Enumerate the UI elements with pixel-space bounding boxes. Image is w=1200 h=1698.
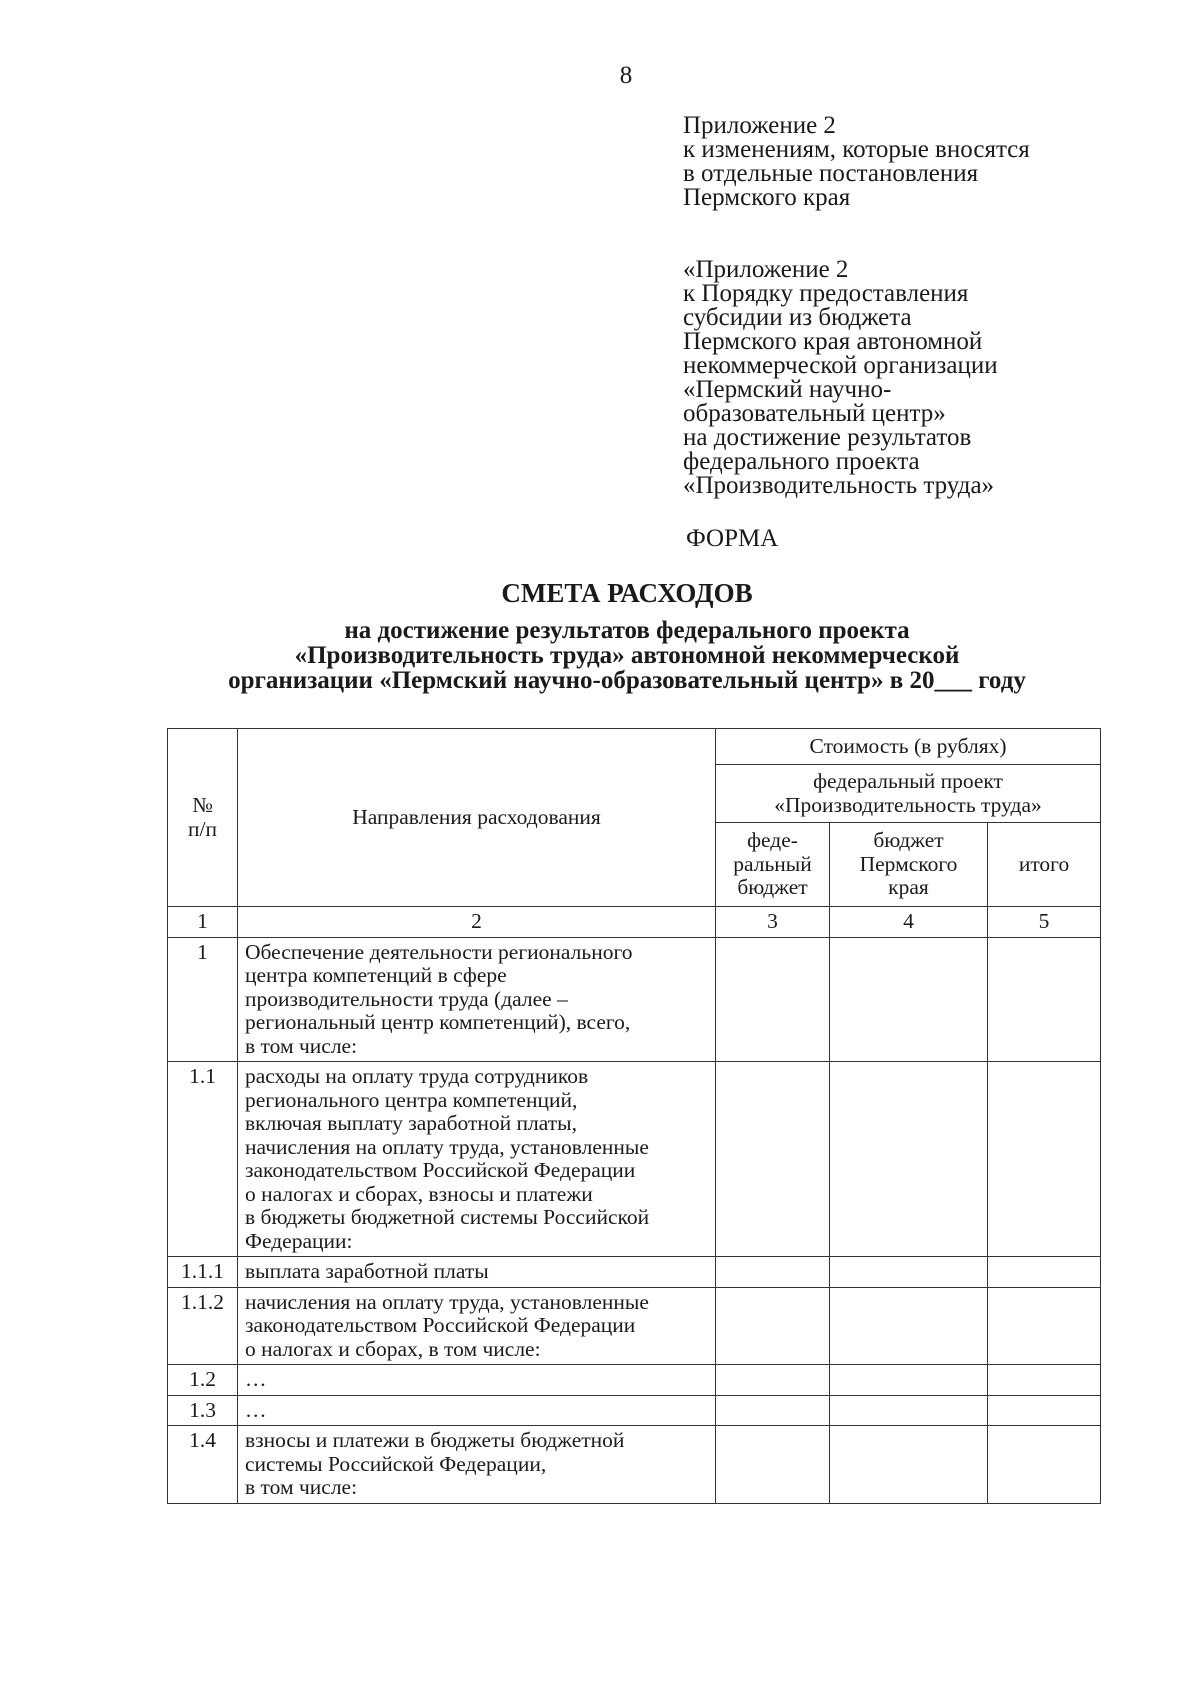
desc-line: включая выплату заработной платы, <box>245 1111 577 1135</box>
appendix-line: «Пермский научно- <box>683 376 892 403</box>
regional-budget-cell <box>830 1426 988 1504</box>
header-federal-budget <box>716 823 830 907</box>
desc-line: регионального центра компетенций, <box>245 1087 578 1112</box>
total-cell <box>988 1426 1101 1504</box>
desc-line: Федерации: <box>245 1228 353 1253</box>
total-cell <box>988 1287 1101 1365</box>
appendix-line: на достижение результатов <box>683 424 972 451</box>
subtitle-line: организации «Пермский научно-образовательный центр» в 20___ году <box>228 667 1026 694</box>
table-row <box>168 1257 1101 1288</box>
desc-line: расходы на оплату труда сотрудников <box>245 1064 589 1088</box>
desc-line: центра компетенций в сфере <box>245 963 507 987</box>
column-number: 1 <box>168 907 238 938</box>
header-direction: Направления расходования <box>238 729 716 907</box>
table-row <box>168 1287 1101 1365</box>
appendix-line: «Производительность труда» <box>683 472 995 499</box>
appendix-line: субсидии из бюджета <box>683 304 912 331</box>
row-number: 1.4 <box>168 1426 238 1504</box>
document-subtitle <box>0 618 1200 693</box>
header-num-line: № <box>192 793 213 817</box>
desc-line: взносы и платежи в бюджеты бюджетной <box>245 1428 625 1452</box>
desc-line: региональный центр компетенций), всего, <box>245 1010 631 1034</box>
appendix-line: Пермского края <box>683 184 851 211</box>
regional-budget-cell <box>830 937 988 1062</box>
row-description <box>238 1365 716 1396</box>
row-number: 1.1.1 <box>168 1257 238 1288</box>
total-cell <box>988 1062 1101 1257</box>
row-number: 1.2 <box>168 1365 238 1396</box>
appendix-line: «Приложение 2 <box>683 256 849 283</box>
desc-line: системы Российской Федерации, <box>245 1451 547 1476</box>
column-number: 3 <box>716 907 830 938</box>
federal-budget-cell <box>716 1062 830 1257</box>
desc-line: о налогах и сборах, взносы и платежи <box>245 1181 593 1206</box>
column-number: 2 <box>238 907 716 938</box>
header-regional-line: бюджет <box>873 828 944 853</box>
federal-budget-cell <box>716 1257 830 1288</box>
total-cell <box>988 937 1101 1062</box>
total-cell <box>988 1395 1101 1426</box>
row-description <box>238 1257 716 1288</box>
desc-line: в том числе: <box>245 1033 358 1058</box>
header-project-line: федеральный проект <box>813 769 1003 793</box>
header-federal-line: феде- <box>747 828 798 853</box>
desc-line: начисления на оплату труда, установленные <box>245 1289 649 1314</box>
row-number: 1.3 <box>168 1395 238 1426</box>
header-total: итого <box>988 823 1101 907</box>
appendix-line: Приложение 2 <box>683 112 836 139</box>
federal-budget-cell <box>716 1426 830 1504</box>
header-num <box>168 729 238 907</box>
header-regional-line: края <box>888 875 929 900</box>
table-row <box>168 937 1101 1062</box>
appendix-line: образовательный центр» <box>683 400 946 427</box>
table-row <box>168 1365 1101 1396</box>
regional-budget-cell <box>830 1365 988 1396</box>
header-num-line: п/п <box>188 816 217 841</box>
table-row <box>168 1062 1101 1257</box>
header-cost: Стоимость (в рублях) <box>716 729 1101 765</box>
row-description <box>238 1287 716 1365</box>
form-label: ФОРМА <box>686 525 779 552</box>
desc-line: в бюджеты бюджетной системы Российской <box>245 1205 650 1229</box>
row-number: 1.1.2 <box>168 1287 238 1365</box>
header-row <box>168 729 1101 765</box>
desc-line: Обеспечение деятельности регионального <box>245 939 633 964</box>
appendix-line: федерального проекта <box>683 448 920 475</box>
document-title: СМЕТА РАСХОДОВ <box>501 578 753 608</box>
desc-line: … <box>245 1367 267 1391</box>
subtitle-line: на достижение результатов федерального проекта <box>344 617 910 644</box>
desc-line: законодательством Российской Федерации <box>245 1313 636 1337</box>
federal-budget-cell <box>716 937 830 1062</box>
federal-budget-cell <box>716 1287 830 1365</box>
regional-budget-cell <box>830 1257 988 1288</box>
appendix-block-2 <box>683 258 998 498</box>
header-project <box>716 765 1101 823</box>
appendix-line: в отдельные постановления <box>683 160 979 187</box>
regional-budget-cell <box>830 1062 988 1257</box>
row-number: 1.1 <box>168 1062 238 1257</box>
row-number: 1 <box>168 937 238 1062</box>
appendix-block-1 <box>683 114 1030 210</box>
total-cell <box>988 1257 1101 1288</box>
row-description <box>238 1062 716 1257</box>
header-regional-budget <box>830 823 988 907</box>
desc-line: производительности труда (далее – <box>245 986 568 1011</box>
total-cell <box>988 1365 1101 1396</box>
appendix-line: к Порядку предоставления <box>683 280 969 307</box>
regional-budget-cell <box>830 1395 988 1426</box>
column-number: 5 <box>988 907 1101 938</box>
desc-line: … <box>245 1397 267 1422</box>
page-number: 8 <box>619 62 633 89</box>
federal-budget-cell <box>716 1395 830 1426</box>
column-number: 4 <box>830 907 988 938</box>
federal-budget-cell <box>716 1365 830 1396</box>
header-project-line: «Производительность труда» <box>774 792 1042 817</box>
desc-line: начисления на оплату труда, установленные <box>245 1134 649 1159</box>
table-row <box>168 1395 1101 1426</box>
appendix-line: некоммерческой организации <box>683 352 998 379</box>
row-description <box>238 1426 716 1504</box>
desc-line: в том числе: <box>245 1475 358 1499</box>
header-federal-line: ральный <box>733 851 812 876</box>
desc-line: о налогах и сборах, в том числе: <box>245 1336 541 1361</box>
appendix-line: Пермского края автономной <box>683 328 983 355</box>
budget-table <box>167 728 1101 1504</box>
header-federal-line: бюджет <box>737 875 808 900</box>
appendix-line: к изменениям, которые вносятся <box>683 136 1030 163</box>
column-number-row <box>168 907 1101 938</box>
row-description <box>238 1395 716 1426</box>
desc-line: выплата заработной платы <box>245 1259 489 1283</box>
subtitle-line: «Производительность труда» автономной некоммерческой <box>294 642 960 669</box>
desc-line: законодательством Российской Федерации <box>245 1158 636 1182</box>
table-row <box>168 1426 1101 1504</box>
header-regional-line: Пермского <box>859 851 958 876</box>
row-description <box>238 937 716 1062</box>
regional-budget-cell <box>830 1287 988 1365</box>
